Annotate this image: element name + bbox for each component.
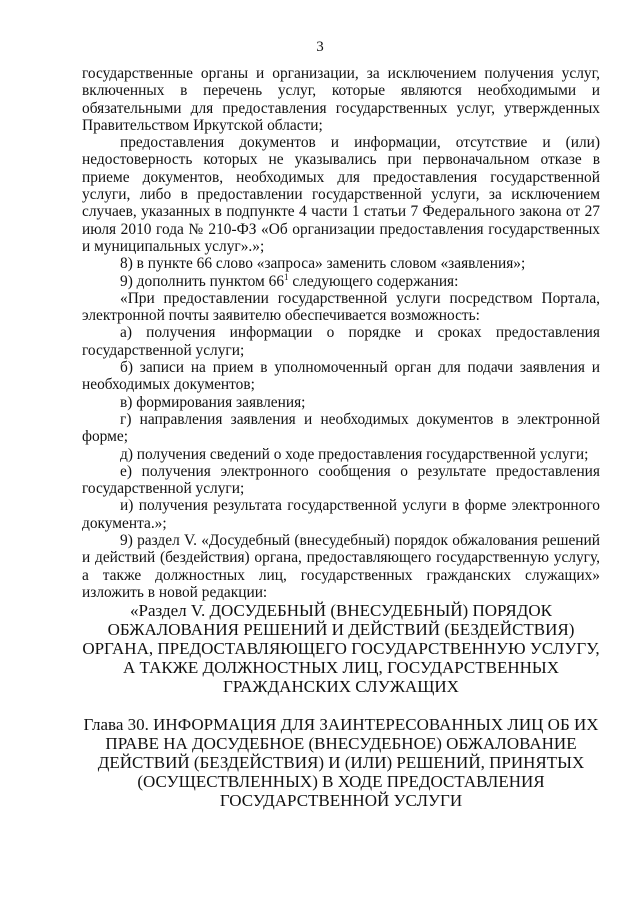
paragraph-item-8: 8) в пункте 66 слово «запроса» заменить словом «заявления»; [120,255,526,273]
item-9-text-before: 9) дополнить пунктом 66 [120,272,285,290]
paragraph-state-bodies: государственные органы и организации, за исключением получения услуг, включенных в перечень услуг, которые являются необходимыми и обязательными для предоставления государственных услуг, утвержденных Правительством Иркутской области; [82,65,600,134]
paragraph-portal-intro: «При предоставлении государственной услуги посредством Портала, электронной почты заявителю обеспечивается возможность: [82,289,600,325]
paragraph-item-b: б) записи на прием в уполномоченный орган для подачи заявления и необходимых документов; [82,359,600,394]
item-9-text-after: следующего содержания: [288,272,459,290]
paragraph-item-a: а) получения информации о порядке и сроках предоставления государственной услуги; [82,324,600,359]
body-text [82,65,600,810]
paragraph-item-e: е) получения электронного сообщения о результате предоставления государственной услуги; [82,462,600,498]
paragraph-item-d: д) получения сведений о ходе предоставления государственной услуги; [120,445,589,463]
section-heading: «Раздел V. ДОСУДЕБНЫЙ (ВНЕСУДЕБНЫЙ) ПОРЯДОК ОБЖАЛОВАНИЯ РЕШЕНИЙ И ДЕЙСТВИЙ (БЕЗДЕЙСТВИЯ) ОРГАНА, ПРЕДОСТАВЛЯЮЩЕГО ГОСУДАРСТВЕННУЮ УСЛУГУ, А ТАКЖЕ ДОЛЖНОСТНЫХ ЛИЦ, ГОСУДАРСТВЕННЫХ ГРАЖДАНСКИХ СЛУЖАЩИХ [82,601,600,697]
page-number: 3 [316,39,324,55]
item-9-superscript: 1 [284,271,289,282]
paragraph-item-9-addition [82,273,600,290]
paragraph-item-g: г) направления заявления и необходимых документов в электронной форме; [82,410,600,446]
paragraph-item-v: в) формирования заявления; [120,393,306,411]
paragraph-section-5-new-edition: 9) раздел V. «Досудебный (внесудебный) порядок обжалования решений и действий (бездействия) органа, предоставляющего государственную услугу, а также должностных лиц, государственных гражданских служащих» изложить в новой редакции: [82,532,600,601]
chapter-heading: Глава 30. ИНФОРМАЦИЯ ДЛЯ ЗАИНТЕРЕСОВАННЫХ ЛИЦ ОБ ИХ ПРАВЕ НА ДОСУДЕБНОЕ (ВНЕСУДЕБНОЕ) ОБЖАЛОВАНИЕ ДЕЙСТВИЙ (БЕЗДЕЙСТВИЯ) И (ИЛИ) РЕШЕНИЙ, ПРИНЯТЫХ (ОСУЩЕСТВЛЕННЫХ) В ХОДЕ ПРЕДОСТАВЛЕНИЯ ГОСУДАРСТВЕННОЙ УСЛУГИ [83,715,599,811]
paragraph-documents-info: предоставления документов и информации, отсутствие и (или) недостоверность которых не указывались при первоначальном отказе в приеме документов, необходимых для предоставления государственной услуги, либо в предоставлении государственной услуги, за исключением случаев, указанных в подпункте 4 части 1 статьи 7 Федерального закона от 27 июля 2010 года № 210-ФЗ «Об организации предоставления государственных и муниципальных услуг».»; [82,134,600,255]
paragraph-item-i: и) получения результата государственной услуги в форме электронного документа.»; [82,497,600,532]
